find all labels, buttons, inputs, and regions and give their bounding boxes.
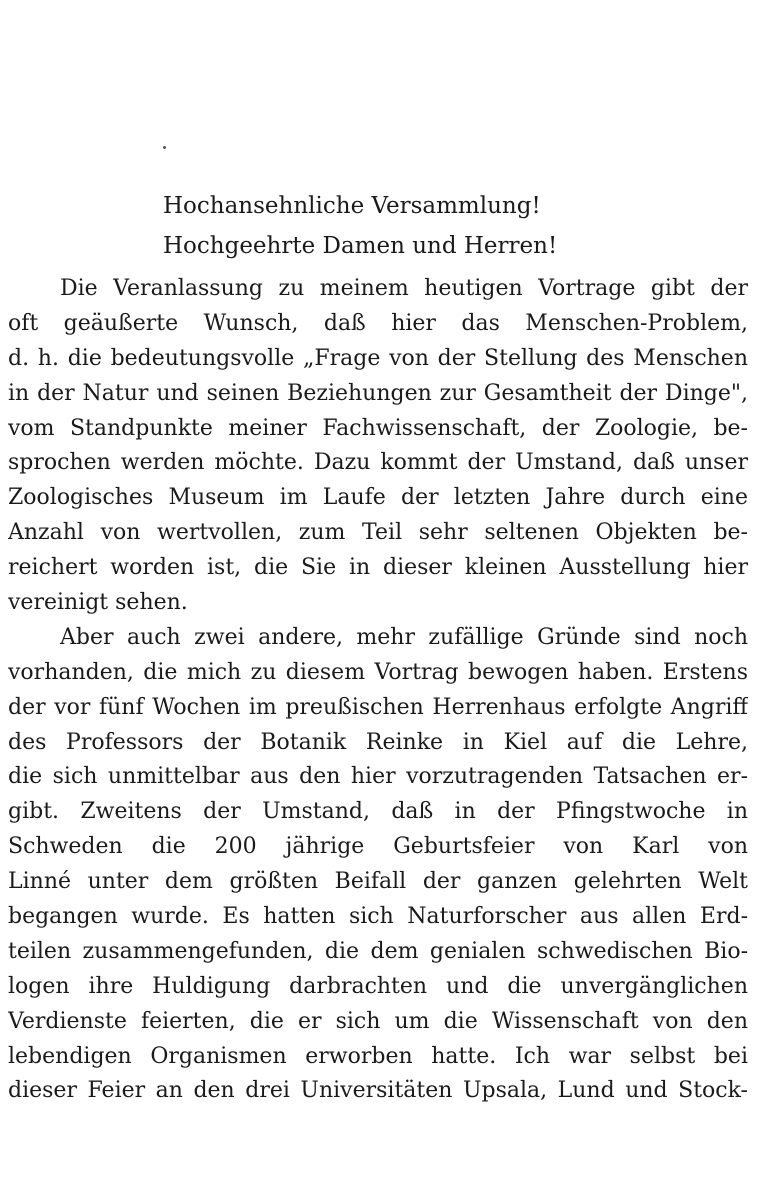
text-line: oft geäußerte Wunsch, daß hier das Menschen-Problem, bbox=[8, 310, 748, 336]
text-line: vorhanden, die mich zu diesem Vortrag bewogen haben. Erstens bbox=[8, 659, 748, 685]
salutation bbox=[163, 186, 557, 266]
stray-mark bbox=[163, 146, 166, 149]
text-line: vereinigt sehen. bbox=[8, 590, 188, 616]
text-line: teilen zusammengefunden, die dem genialen schwedischen Bio- bbox=[8, 938, 748, 964]
text-line: der vor fünf Wochen im preußischen Herrenhaus erfolgte Angriff bbox=[8, 694, 748, 720]
paragraph-1 bbox=[8, 272, 748, 621]
text-line: Die Veranlassung zu meinem heutigen Vortrage gibt der bbox=[60, 276, 748, 301]
text-line: Verdienste feierten, die er sich um die Wissenschaft von den bbox=[8, 1008, 748, 1034]
text-line: logen ihre Huldigung darbrachten und die unvergänglichen bbox=[8, 973, 748, 999]
text-line: die sich unmittelbar aus den hier vorzutragenden Tatsachen er- bbox=[8, 764, 748, 790]
text-line: reichert worden ist, die Sie in dieser kleinen Ausstellung hier bbox=[8, 555, 748, 581]
salutation-line-1: Hochansehnliche Versammlung! bbox=[163, 193, 541, 219]
text-line: Zoologisches Museum im Laufe der letzten Jahre durch eine bbox=[8, 485, 748, 511]
salutation-line-2: Hochgeehrte Damen und Herren! bbox=[163, 233, 558, 259]
text-line: Anzahl von wertvollen, zum Teil sehr seltenen Objekten be- bbox=[8, 520, 748, 546]
text-line: Linné unter dem größten Beifall der ganzen gelehrten Welt bbox=[8, 869, 748, 895]
text-line: sprochen werden möchte. Dazu kommt der Umstand, daß unser bbox=[8, 450, 748, 476]
body-text bbox=[8, 272, 748, 1109]
text-line: des Professors der Botanik Reinke in Kiel auf die Lehre, bbox=[8, 729, 748, 755]
text-line: vom Standpunkte meiner Fachwissenschaft, der Zoologie, be- bbox=[8, 415, 748, 441]
text-line: dieser Feier an den drei Universitäten Upsala, Lund und Stock- bbox=[8, 1078, 748, 1104]
text-line: Schweden die 200 jährige Geburtsfeier von Karl von bbox=[8, 834, 748, 860]
text-line: in der Natur und seinen Beziehungen zur Gesamtheit der Dinge", bbox=[8, 380, 748, 406]
text-line: gibt. Zweitens der Umstand, daß in der Pfingstwoche in bbox=[8, 799, 748, 825]
text-line: lebendigen Organismen erworben hatte. Ich war selbst bei bbox=[8, 1043, 748, 1069]
paragraph-2 bbox=[8, 621, 748, 1109]
text-line: begangen wurde. Es hatten sich Naturforscher aus allen Erd- bbox=[8, 904, 748, 930]
text-line: d. h. die bedeutungsvolle „Frage von der Stellung des Menschen bbox=[8, 345, 748, 371]
text-line: Aber auch zwei andere, mehr zufällige Gründe sind noch bbox=[60, 624, 748, 650]
